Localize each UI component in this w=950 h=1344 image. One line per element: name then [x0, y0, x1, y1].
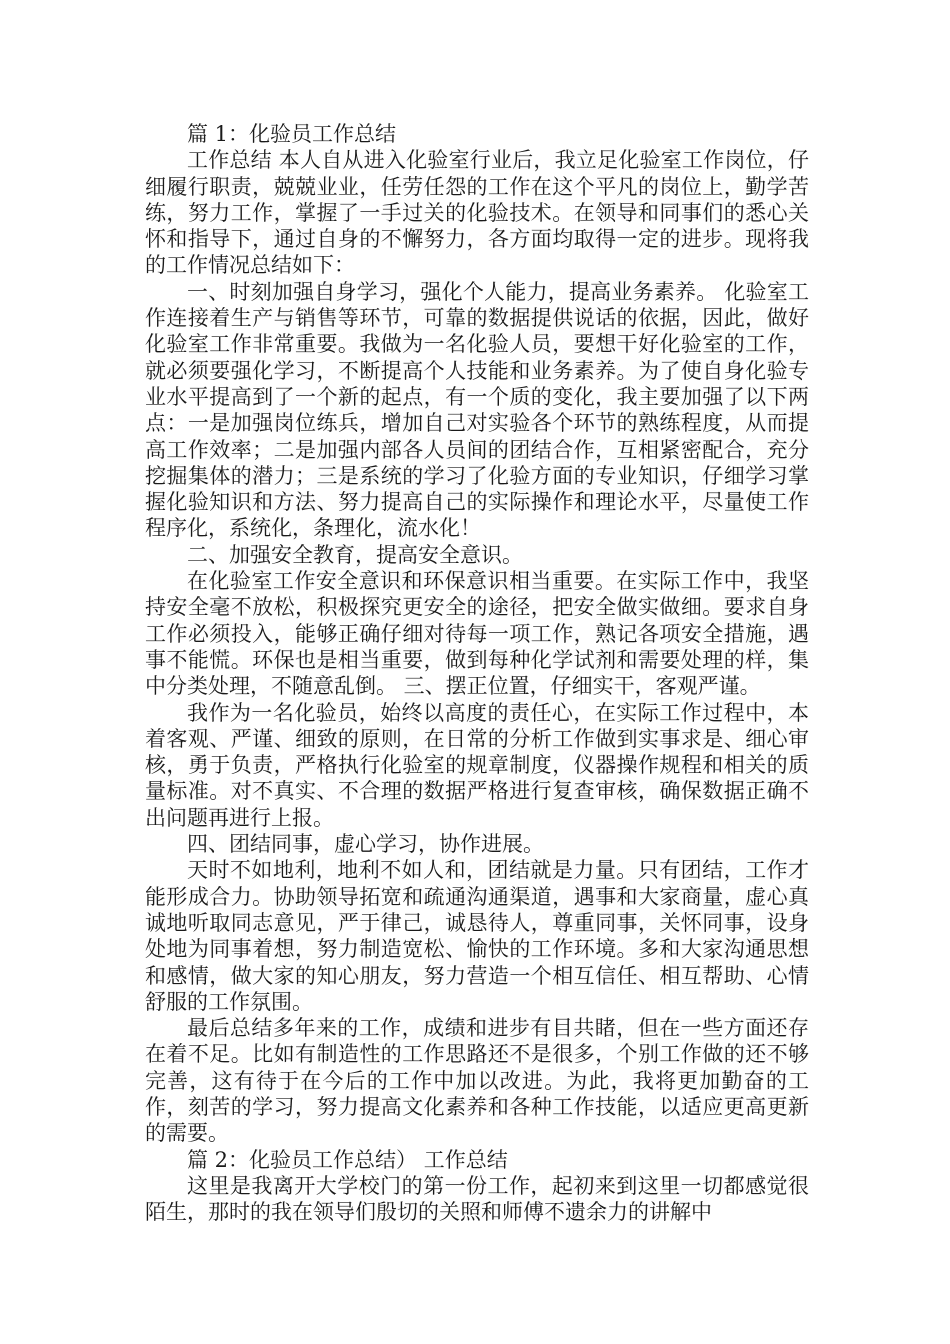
document-body: [145, 121, 809, 1225]
paragraph-intro: 工作总结 本人自从进入化验室行业后，我立足化验室工作岗位，仔细履行职责，兢兢业业，任劳任怨的工作在这个平凡的岗位上，勤学苦练，努力工作，掌握了一手过关的化验技术。在领导和同事们的悉心关怀和指导下，通过自身的不懈努力，各方面均取得一定的进步。现将我的工作情况总结如下：: [145, 148, 809, 278]
paragraph-conclusion: 最后总结多年来的工作，成绩和进步有目共睹，但在一些方面还存在着不足。比如有制造性的工作思路还不是很多，个别工作做的还不够完善，这有待于在今后的工作中加以改进。为此，我将更加勤奋的工作，刻苦的学习，努力提高文化素养和各种工作技能，以适应更高更新的需要。: [145, 1016, 809, 1146]
paragraph-position: 我作为一名化验员，始终以高度的责任心，在实际工作过程中，本着客观、严谨、细致的原则，在日常的分析工作做到实事求是、细心审核，勇于负责，严格执行化验室的规章制度，仪器操作规程和相关的质量标准。对不真实、不合理的数据严格进行复查审核，确保数据正确不出问题再进行上报。: [145, 700, 809, 830]
subheading-safety: 二、加强安全教育，提高安全意识。: [187, 542, 523, 567]
section-heading-1: 篇 1：化验员工作总结: [187, 122, 397, 146]
paragraph-section2-start: 这里是我离开大学校门的第一份工作，起初来到这里一切都感觉很陌生，那时的我在领导们殷切的关照和师傅不遗余力的讲解中: [145, 1173, 809, 1225]
paragraph-teamwork: 天时不如地利，地利不如人和，团结就是力量。只有团结，工作才能形成合力。协助领导拓宽和疏通沟通渠道，遇事和大家商量，虚心真诚地听取同志意见，严于律己，诚恳待人，尊重同事，关怀同事，设身处地为同事着想，努力制造宽松、愉快的工作环境。多和大家沟通思想和感情，做大家的知心朋友，努力营造一个相互信任、相互帮助、心情舒服的工作氛围。: [145, 858, 809, 1014]
paragraph-study: 一、时刻加强自身学习，强化个人能力，提高业务素养。 化验室工作连接着生产与销售等环节，可靠的数据提供说话的依据，因此，做好化验室工作非常重要。我做为一名化验人员，要想干好化验室的工作，就必须要强化学习，不断提高个人技能和业务素养。为了使自身化验专业水平提高到了一个新的起点，有一个质的变化，我主要加强了以下两点：一是加强岗位练兵，增加自己对实验各个环节的熟练程度，从而提高工作效率；二是加强内部各人员间的团结合作，互相紧密配合，充分挖掘集体的潜力；三是系统的学习了化验方面的专业知识，仔细学习掌握化验知识和方法、努力提高自己的实际操作和理论水平，尽量使工作程序化，系统化，条理化，流水化！: [145, 279, 809, 541]
section-heading-2: 篇 2：化验员工作总结） 工作总结: [187, 1147, 508, 1172]
paragraph-safety: 在化验室工作安全意识和环保意识相当重要。在实际工作中，我坚持安全毫不放松，积极探究更安全的途径，把安全做实做细。要求自身工作必须投入，能够正确仔细对待每一项工作，熟记各项安全措施，遇事不能慌。环保也是相当重要，做到每种化学试剂和需要处理的样，集中分类处理，不随意乱倒。 三、摆正位置，仔细实干，客观严谨。: [145, 569, 809, 699]
subheading-teamwork: 四、团结同事，虚心学习，协作进展。: [187, 832, 544, 857]
